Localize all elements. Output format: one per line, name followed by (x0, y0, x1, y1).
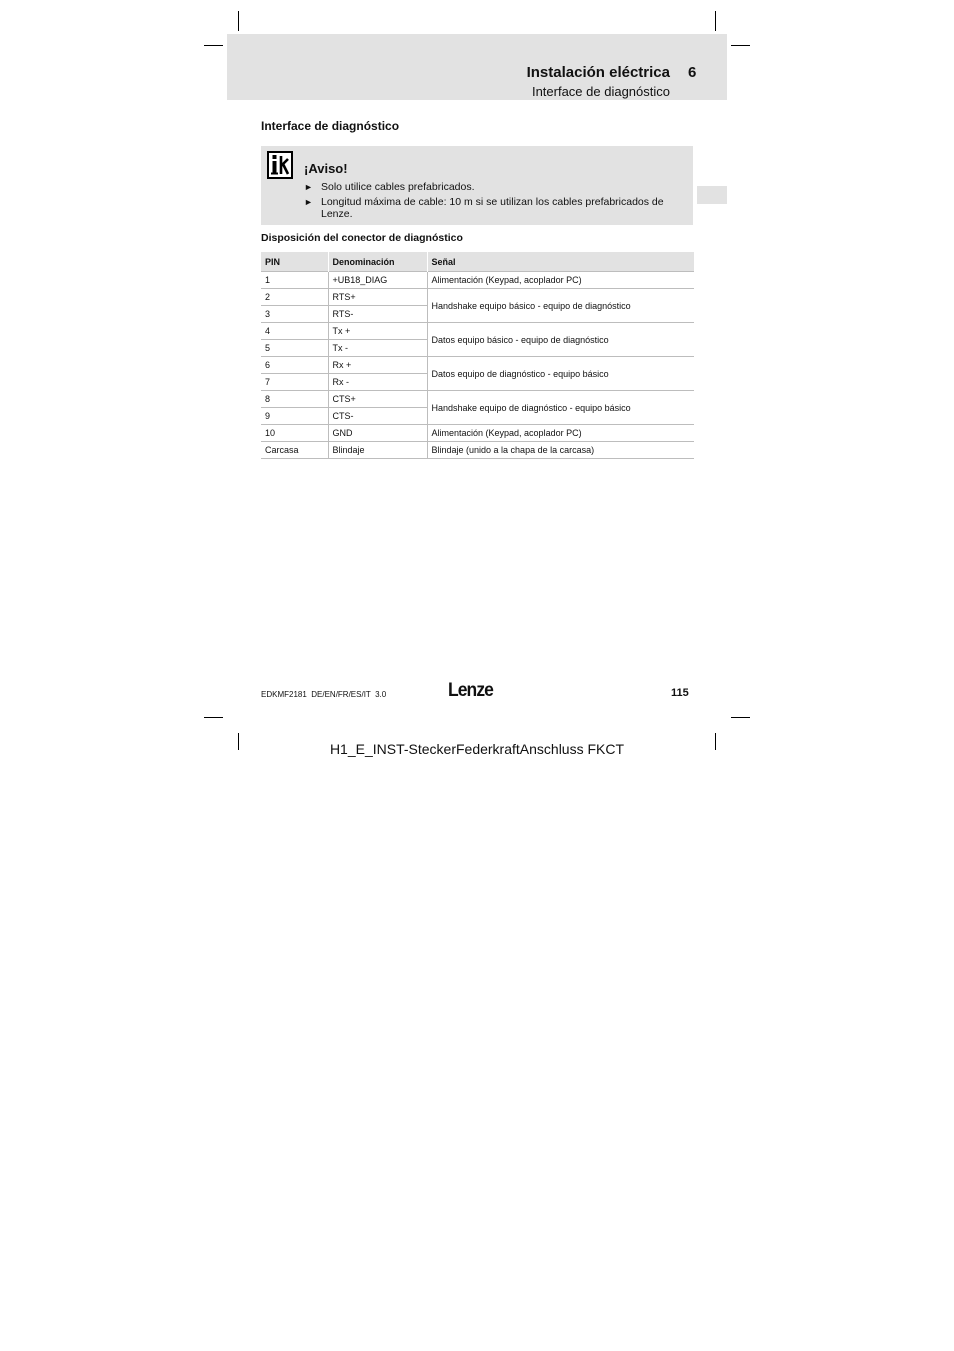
cell-signal: Alimentación (Keypad, acoplador PC) (427, 272, 694, 289)
table-title: Disposición del conector de diagnóstico (261, 232, 463, 244)
section-title: Interface de diagnóstico (261, 119, 400, 133)
cell-pin: 10 (261, 425, 328, 442)
cell-pin: 5 (261, 340, 328, 357)
lenze-logo: Lenze (448, 680, 493, 701)
list-item (304, 181, 684, 194)
chapter-number: 6 (688, 64, 697, 81)
pin-assignment-table (261, 252, 694, 459)
cell-signal: Handshake equipo de diagnóstico - equipo básico (427, 391, 694, 425)
column-header-signal: Señal (427, 252, 694, 272)
cell-signal: Blindaje (unido a la chapa de la carcasa) (427, 442, 694, 459)
chapter-side-tab (697, 186, 727, 204)
cell-pin: 8 (261, 391, 328, 408)
notice-item-text: Solo utilice cables prefabricados. (321, 181, 475, 193)
cell-pin: 4 (261, 323, 328, 340)
cell-name: RTS- (328, 306, 427, 323)
cell-name: RTS+ (328, 289, 427, 306)
table-row (261, 442, 694, 459)
notice-item-text: Longitud máxima de cable: 10 m si se utilizan los cables prefabricados de Lenze. (321, 195, 664, 220)
cell-pin: 2 (261, 289, 328, 306)
crop-mark (731, 45, 750, 46)
cell-pin: 6 (261, 357, 328, 374)
bullet-arrow-icon: ► (304, 196, 313, 207)
notice-box (261, 146, 693, 225)
notice-title: ¡Aviso! (304, 161, 348, 176)
notice-list (304, 181, 684, 223)
cell-name: Tx - (328, 340, 427, 357)
page-number: 115 (671, 687, 689, 699)
cell-name: GND (328, 425, 427, 442)
cell-pin: 1 (261, 272, 328, 289)
cell-name: Rx - (328, 374, 427, 391)
bullet-arrow-icon: ► (304, 182, 313, 192)
table-row (261, 425, 694, 442)
cell-pin: 7 (261, 374, 328, 391)
table-row (261, 357, 694, 374)
list-item (304, 196, 684, 221)
column-header-name: Denominación (328, 252, 427, 272)
table-row (261, 289, 694, 306)
cell-signal: Datos equipo de diagnóstico - equipo básico (427, 357, 694, 391)
table-row (261, 272, 694, 289)
file-caption: H1_E_INST-SteckerFederkraftAnschluss FKCT (329, 741, 625, 757)
info-icon (267, 151, 293, 179)
cell-name: Rx + (328, 357, 427, 374)
table-header-row (261, 252, 694, 272)
cell-pin: 9 (261, 408, 328, 425)
column-header-pin: PIN (261, 252, 328, 272)
cell-name: CTS+ (328, 391, 427, 408)
crop-mark (731, 717, 750, 718)
cell-name: Blindaje (328, 442, 427, 459)
table-row (261, 391, 694, 408)
cell-name: Tx + (328, 323, 427, 340)
cell-signal: Datos equipo básico - equipo de diagnóstico (427, 323, 694, 357)
crop-mark (238, 11, 239, 31)
table-row (261, 323, 694, 340)
crop-mark (204, 717, 223, 718)
document-id: EDKMF2181 DE/EN/FR/ES/IT 3.0 (261, 690, 387, 699)
cell-signal: Alimentación (Keypad, acoplador PC) (427, 425, 694, 442)
chapter-subtitle: Interface de diagnóstico (531, 84, 670, 99)
crop-mark (204, 45, 223, 46)
cell-name: CTS- (328, 408, 427, 425)
cell-signal: Handshake equipo básico - equipo de diagnóstico (427, 289, 694, 323)
cell-pin: 3 (261, 306, 328, 323)
chapter-title: Instalación eléctrica (526, 64, 670, 81)
crop-mark (715, 11, 716, 31)
cell-pin: Carcasa (261, 442, 328, 459)
cell-name: +UB18_DIAG (328, 272, 427, 289)
